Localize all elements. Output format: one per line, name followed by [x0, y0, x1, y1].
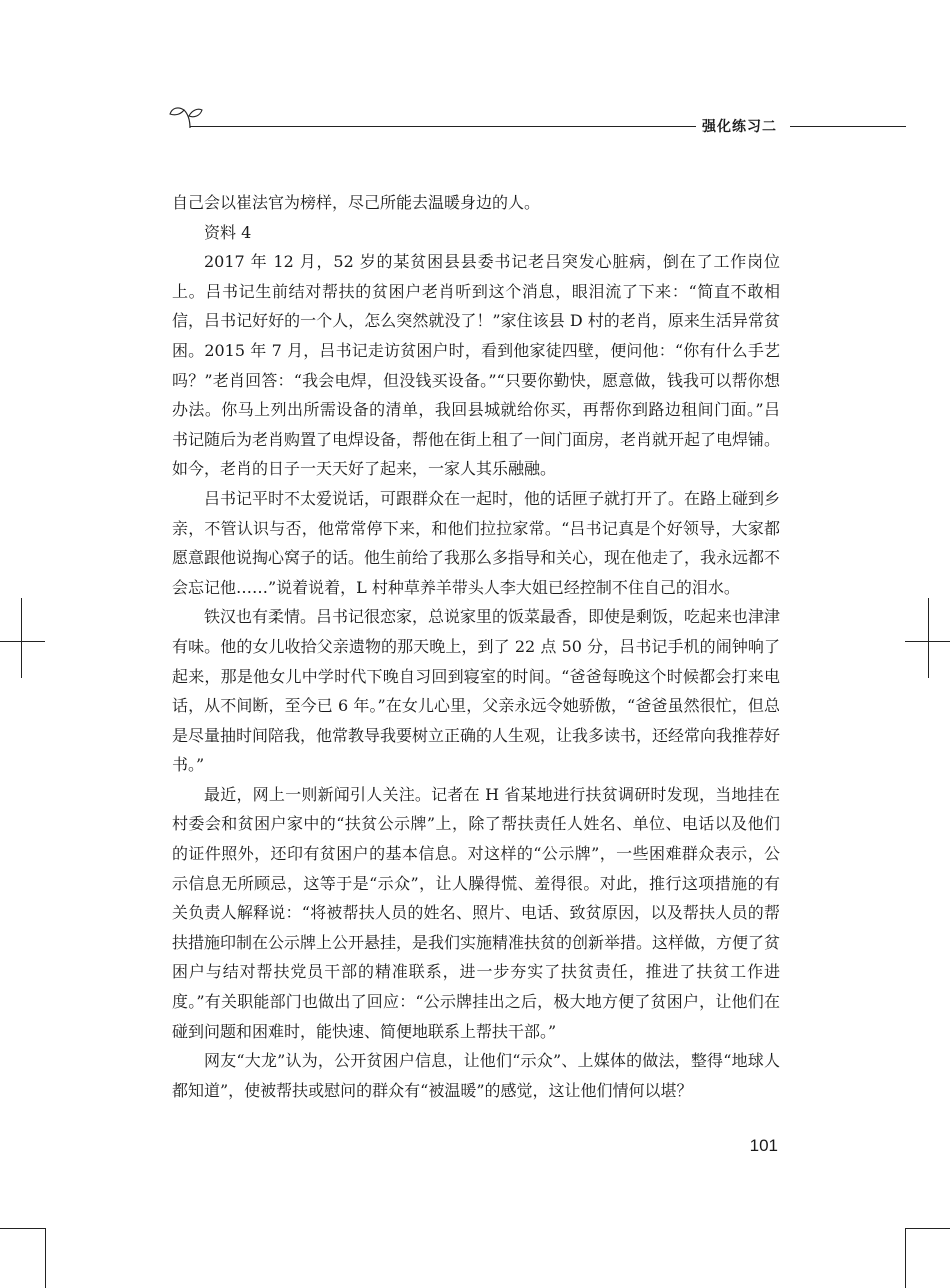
section-title: 强化练习二: [702, 119, 777, 135]
crop-mark-bottom-left-horizontal: [0, 1228, 45, 1229]
crop-mark-right-vertical: [928, 598, 929, 678]
crop-mark-bottom-right-vertical: [905, 1228, 906, 1288]
paragraph: 2017 年 12 月，52 岁的某贫困县县委书记老吕突发心脏病，倒在了工作岗位上。吕书记生前结对帮扶的贫困户老肖听到这个消息，眼泪流了下来：“简直不敢相信，吕书记好好的一个人，怎么突然就没了！”家住该县 D 村的老肖，原来生活异常贫困。2015 年 7 月，吕书记走访贫困户时，看到他家徒四壁，便问他：“你有什么手艺吗？”老肖回答：“我会电焊，但没钱买设备。”“只要你勤快，愿意做，钱我可以帮你想办法。你马上列出所需设备的清单，我回县城就给你买，再帮你到路边租间门面。”吕书记随后为老肖购置了电焊设备，帮他在街上租了一间门面房，老肖就开起了电焊铺。如今，老肖的日子一天天好了起来，一家人其乐融融。: [172, 252, 781, 479]
paragraph: 铁汉也有柔情。吕书记很恋家，总说家里的饭菜最香，即使是剩饭，吃起来也津津有味。他的女儿收拾父亲遗物的那天晚上，到了 22 点 50 分，吕书记手机的闹钟响了起来，那是他女儿中学时代下晚自习回到寝室的时间。“爸爸每晚这个时候都会打来电话，从不间断，至今已 6 年。”在女儿心里，父亲永远令她骄傲，“爸爸虽然很忙，但总是尽量抽时间陪我，他常教导我要树立正确的人生观，让我多读书，还经常向我推荐好书。”: [172, 607, 781, 775]
crop-mark-bottom-right-horizontal: [905, 1228, 950, 1229]
paragraph: 吕书记平时不太爱说话，可跟群众在一起时，他的话匣子就打开了。在路上碰到乡亲，不管认识与否，他常常停下来，和他们拉拉家常。“吕书记真是个好领导，大家都愿意跟他说掏心窝子的话。他生前给了我那么多指导和关心，现在他走了，我永远都不会忘记他……”说着说着，L 村种草养羊带头人李大姐已经控制不住自己的泪水。: [172, 488, 781, 597]
paragraph: 网友“大龙”认为，公开贫困户信息，让他们“示众”、上媒体的做法，整得“地球人都知道”，使被帮扶或慰问的群众有“被温暖”的感觉，这让他们情何以堪？: [172, 1051, 780, 1100]
crop-mark-bottom-left-vertical: [45, 1228, 46, 1288]
header-rule-left: [190, 126, 696, 127]
article-body: [172, 188, 780, 1105]
material-heading: 资料 4: [204, 222, 252, 242]
paragraph-continuation: 自己会以崔法官为榜样，尽己所能去温暖身边的人。: [172, 193, 541, 212]
crop-mark-right-horizontal: [905, 641, 950, 642]
crop-mark-left-vertical: [21, 598, 22, 678]
paragraph: 最近，网上一则新闻引人关注。记者在 H 省某地进行扶贫调研时发现，当地挂在村委会和贫困户家中的“扶贫公示牌”上，除了帮扶责任人姓名、单位、电话以及他们的证件照外，还印有贫困户的基本信息。对这样的“公示牌”，一些困难群众表示，公示信息无所顾忌，这等于是“示众”，让人臊得慌、羞得很。对此，推行这项措施的有关负责人解释说：“将被帮扶人员的姓名、照片、电话、致贫原因，以及帮扶人员的帮扶措施印制在公示牌上公开悬挂，是我们实施精准扶贫的创新举措。这样做，方便了贫困户与结对帮扶党员干部的精准联系，进一步夯实了扶贫责任，推进了扶贫工作进度。”有关职能部门也做出了回应：“公示牌挂出之后，极大地方便了贫困户，让他们在碰到问题和困难时，能快速、简便地联系上帮扶干部。”: [172, 784, 781, 1041]
header-rule-right: [790, 126, 906, 127]
crop-mark-left-horizontal: [0, 641, 45, 642]
page-number: 101: [749, 1136, 778, 1155]
